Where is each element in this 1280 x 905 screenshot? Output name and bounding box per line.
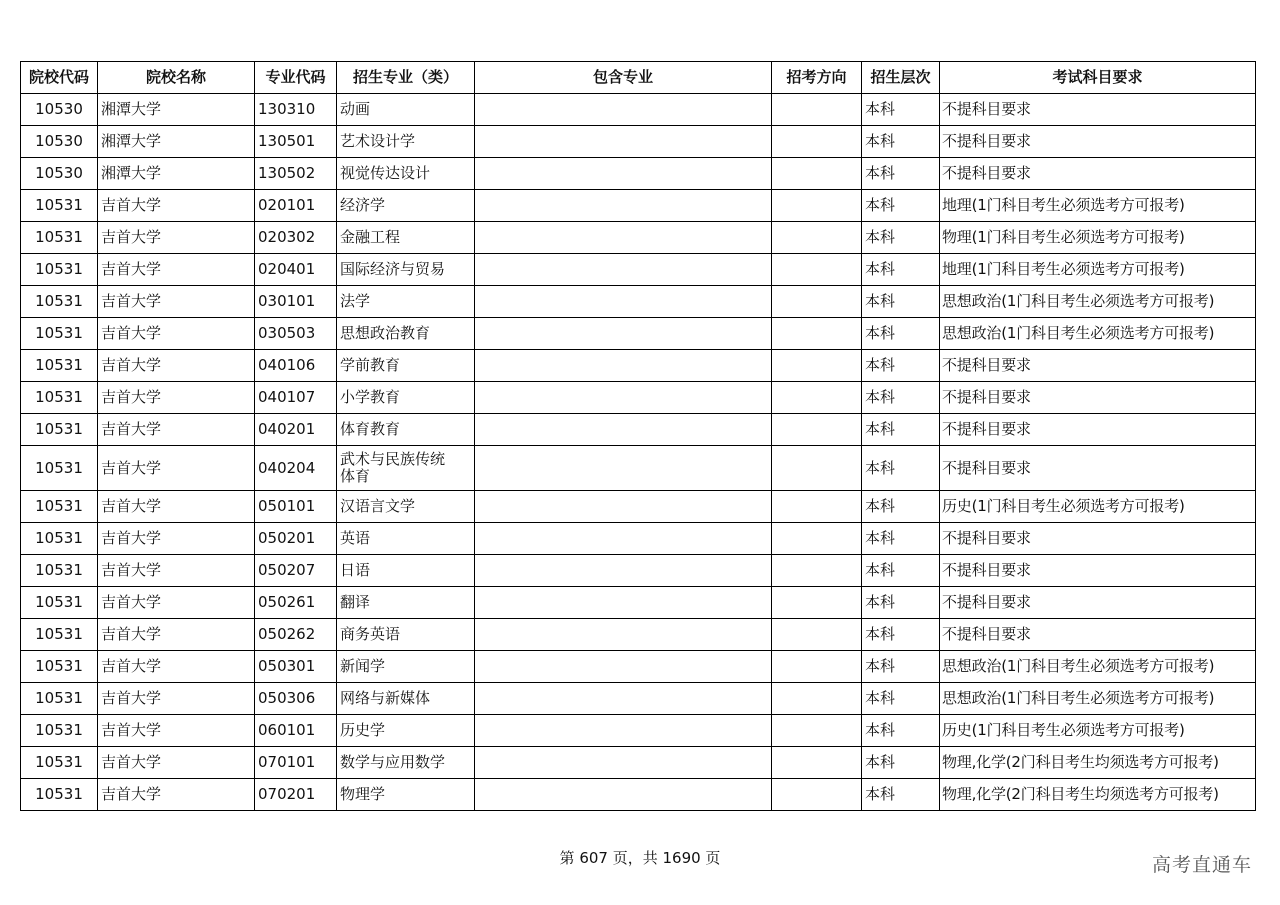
- table-row: [21, 350, 1256, 382]
- cell-major-code: 050201: [255, 523, 337, 555]
- cell-school-name: 湘潭大学: [98, 126, 255, 158]
- cell-included-majors: [475, 747, 772, 779]
- cell-subject-requirement: 不提科目要求: [940, 126, 1256, 158]
- header-direction: 招考方向: [772, 62, 862, 94]
- cell-included-majors: [475, 222, 772, 254]
- cell-school-name: 吉首大学: [98, 523, 255, 555]
- cell-major: 翻译: [337, 587, 475, 619]
- cell-major: 商务英语: [337, 619, 475, 651]
- cell-level: 本科: [862, 683, 940, 715]
- cell-level: 本科: [862, 587, 940, 619]
- cell-major: 物理学: [337, 779, 475, 811]
- cell-major: 武术与民族传统 体育: [337, 446, 475, 491]
- cell-subject-requirement: 不提科目要求: [940, 414, 1256, 446]
- page-number: 第 607 页，共 1690 页: [559, 849, 721, 867]
- cell-direction: [772, 414, 862, 446]
- cell-level: 本科: [862, 286, 940, 318]
- cell-direction: [772, 587, 862, 619]
- cell-school-name: 湘潭大学: [98, 94, 255, 126]
- cell-level: 本科: [862, 158, 940, 190]
- cell-major: 汉语言文学: [337, 491, 475, 523]
- cell-subject-requirement: 不提科目要求: [940, 619, 1256, 651]
- header-included-majors: 包含专业: [475, 62, 772, 94]
- table-row: [21, 491, 1256, 523]
- cell-school-code: 10531: [21, 286, 98, 318]
- cell-level: 本科: [862, 126, 940, 158]
- table-row: [21, 126, 1256, 158]
- table-row: [21, 587, 1256, 619]
- cell-included-majors: [475, 382, 772, 414]
- header-major: 招生专业（类）: [337, 62, 475, 94]
- cell-school-name: 吉首大学: [98, 286, 255, 318]
- table-row: [21, 222, 1256, 254]
- cell-direction: [772, 446, 862, 491]
- cell-major: 数学与应用数学: [337, 747, 475, 779]
- cell-major: 新闻学: [337, 651, 475, 683]
- cell-direction: [772, 158, 862, 190]
- cell-major: 国际经济与贸易: [337, 254, 475, 286]
- cell-school-name: 吉首大学: [98, 683, 255, 715]
- cell-school-code: 10531: [21, 491, 98, 523]
- cell-major: 法学: [337, 286, 475, 318]
- cell-subject-requirement: 物理,化学(2门科目考生均须选考方可报考): [940, 779, 1256, 811]
- cell-school-name: 吉首大学: [98, 555, 255, 587]
- cell-level: 本科: [862, 491, 940, 523]
- table-row: [21, 158, 1256, 190]
- cell-included-majors: [475, 555, 772, 587]
- cell-school-name: 吉首大学: [98, 747, 255, 779]
- table-row: [21, 414, 1256, 446]
- cell-school-code: 10530: [21, 126, 98, 158]
- cell-major-code: 130310: [255, 94, 337, 126]
- cell-level: 本科: [862, 318, 940, 350]
- cell-direction: [772, 318, 862, 350]
- cell-major: 经济学: [337, 190, 475, 222]
- cell-direction: [772, 254, 862, 286]
- cell-school-name: 吉首大学: [98, 318, 255, 350]
- cell-major-code: 040106: [255, 350, 337, 382]
- table-row: [21, 555, 1256, 587]
- cell-major-code: 020302: [255, 222, 337, 254]
- cell-major-code: 030503: [255, 318, 337, 350]
- cell-major: 历史学: [337, 715, 475, 747]
- cell-subject-requirement: 物理(1门科目考生必须选考方可报考): [940, 222, 1256, 254]
- cell-school-code: 10531: [21, 779, 98, 811]
- cell-school-code: 10531: [21, 190, 98, 222]
- cell-school-name: 吉首大学: [98, 446, 255, 491]
- cell-school-name: 吉首大学: [98, 715, 255, 747]
- table-row: [21, 254, 1256, 286]
- cell-level: 本科: [862, 619, 940, 651]
- cell-major: 金融工程: [337, 222, 475, 254]
- table-body: [21, 94, 1256, 811]
- cell-major-code: 030101: [255, 286, 337, 318]
- cell-major-code: 050101: [255, 491, 337, 523]
- cell-major-code: 040204: [255, 446, 337, 491]
- cell-included-majors: [475, 683, 772, 715]
- cell-direction: [772, 222, 862, 254]
- cell-major: 小学教育: [337, 382, 475, 414]
- cell-major: 网络与新媒体: [337, 683, 475, 715]
- cell-major-code: 050261: [255, 587, 337, 619]
- cell-level: 本科: [862, 523, 940, 555]
- table-header-row: [21, 62, 1256, 94]
- cell-school-code: 10531: [21, 715, 98, 747]
- cell-included-majors: [475, 94, 772, 126]
- table-row: [21, 190, 1256, 222]
- cell-school-code: 10531: [21, 747, 98, 779]
- cell-major: 艺术设计学: [337, 126, 475, 158]
- cell-included-majors: [475, 715, 772, 747]
- cell-included-majors: [475, 587, 772, 619]
- cell-school-code: 10531: [21, 683, 98, 715]
- table-row: [21, 523, 1256, 555]
- header-major-code: 专业代码: [255, 62, 337, 94]
- cell-level: 本科: [862, 446, 940, 491]
- table-row: [21, 619, 1256, 651]
- cell-school-name: 吉首大学: [98, 190, 255, 222]
- cell-direction: [772, 747, 862, 779]
- cell-subject-requirement: 地理(1门科目考生必须选考方可报考): [940, 190, 1256, 222]
- table-row: [21, 651, 1256, 683]
- cell-major-code: 040107: [255, 382, 337, 414]
- cell-major: 动画: [337, 94, 475, 126]
- cell-direction: [772, 555, 862, 587]
- cell-subject-requirement: 不提科目要求: [940, 446, 1256, 491]
- cell-included-majors: [475, 158, 772, 190]
- cell-major-code: 020101: [255, 190, 337, 222]
- cell-school-code: 10531: [21, 446, 98, 491]
- cell-school-name: 吉首大学: [98, 254, 255, 286]
- cell-subject-requirement: 历史(1门科目考生必须选考方可报考): [940, 715, 1256, 747]
- cell-school-code: 10531: [21, 382, 98, 414]
- header-school-name: 院校名称: [98, 62, 255, 94]
- cell-school-code: 10530: [21, 158, 98, 190]
- table-row: [21, 286, 1256, 318]
- cell-included-majors: [475, 190, 772, 222]
- cell-major-code: 050306: [255, 683, 337, 715]
- table-row: [21, 446, 1256, 491]
- cell-direction: [772, 779, 862, 811]
- cell-school-name: 湘潭大学: [98, 158, 255, 190]
- cell-level: 本科: [862, 555, 940, 587]
- cell-school-code: 10531: [21, 254, 98, 286]
- cell-subject-requirement: 思想政治(1门科目考生必须选考方可报考): [940, 286, 1256, 318]
- cell-subject-requirement: 不提科目要求: [940, 158, 1256, 190]
- table-row: [21, 747, 1256, 779]
- cell-major-code: 040201: [255, 414, 337, 446]
- cell-subject-requirement: 不提科目要求: [940, 523, 1256, 555]
- table-row: [21, 382, 1256, 414]
- enrollment-table: [20, 61, 1256, 811]
- cell-school-name: 吉首大学: [98, 619, 255, 651]
- cell-school-code: 10531: [21, 350, 98, 382]
- watermark-logo: 高考直通车: [1151, 854, 1252, 876]
- header-level: 招生层次: [862, 62, 940, 94]
- cell-subject-requirement: 不提科目要求: [940, 382, 1256, 414]
- cell-subject-requirement: 不提科目要求: [940, 94, 1256, 126]
- cell-level: 本科: [862, 382, 940, 414]
- cell-school-name: 吉首大学: [98, 491, 255, 523]
- cell-level: 本科: [862, 190, 940, 222]
- cell-level: 本科: [862, 222, 940, 254]
- cell-direction: [772, 94, 862, 126]
- cell-included-majors: [475, 779, 772, 811]
- cell-included-majors: [475, 414, 772, 446]
- cell-subject-requirement: 不提科目要求: [940, 555, 1256, 587]
- cell-major-code: 130501: [255, 126, 337, 158]
- cell-direction: [772, 126, 862, 158]
- cell-level: 本科: [862, 747, 940, 779]
- cell-subject-requirement: 不提科目要求: [940, 587, 1256, 619]
- cell-school-code: 10531: [21, 651, 98, 683]
- table-row: [21, 683, 1256, 715]
- cell-included-majors: [475, 254, 772, 286]
- cell-direction: [772, 350, 862, 382]
- cell-major: 体育教育: [337, 414, 475, 446]
- cell-included-majors: [475, 491, 772, 523]
- cell-major: 日语: [337, 555, 475, 587]
- cell-school-name: 吉首大学: [98, 651, 255, 683]
- cell-included-majors: [475, 523, 772, 555]
- table-row: [21, 715, 1256, 747]
- cell-school-name: 吉首大学: [98, 779, 255, 811]
- cell-school-code: 10531: [21, 555, 98, 587]
- cell-level: 本科: [862, 779, 940, 811]
- cell-school-code: 10531: [21, 414, 98, 446]
- cell-direction: [772, 382, 862, 414]
- cell-subject-requirement: 思想政治(1门科目考生必须选考方可报考): [940, 683, 1256, 715]
- cell-major-code: 050301: [255, 651, 337, 683]
- cell-major: 学前教育: [337, 350, 475, 382]
- table-row: [21, 318, 1256, 350]
- cell-school-code: 10531: [21, 222, 98, 254]
- cell-subject-requirement: 不提科目要求: [940, 350, 1256, 382]
- cell-direction: [772, 651, 862, 683]
- cell-school-name: 吉首大学: [98, 414, 255, 446]
- cell-included-majors: [475, 619, 772, 651]
- cell-major-code: 070201: [255, 779, 337, 811]
- cell-major-code: 050207: [255, 555, 337, 587]
- cell-major: 视觉传达设计: [337, 158, 475, 190]
- cell-subject-requirement: 物理,化学(2门科目考生均须选考方可报考): [940, 747, 1256, 779]
- cell-included-majors: [475, 286, 772, 318]
- cell-level: 本科: [862, 651, 940, 683]
- cell-school-name: 吉首大学: [98, 222, 255, 254]
- cell-school-code: 10531: [21, 523, 98, 555]
- cell-level: 本科: [862, 414, 940, 446]
- header-school-code: 院校代码: [21, 62, 98, 94]
- cell-level: 本科: [862, 350, 940, 382]
- cell-direction: [772, 523, 862, 555]
- cell-included-majors: [475, 318, 772, 350]
- cell-major-code: 070101: [255, 747, 337, 779]
- cell-included-majors: [475, 446, 772, 491]
- cell-school-code: 10531: [21, 619, 98, 651]
- cell-major: 思想政治教育: [337, 318, 475, 350]
- cell-school-code: 10531: [21, 587, 98, 619]
- cell-school-code: 10530: [21, 94, 98, 126]
- table-row: [21, 94, 1256, 126]
- cell-subject-requirement: 历史(1门科目考生必须选考方可报考): [940, 491, 1256, 523]
- cell-direction: [772, 683, 862, 715]
- cell-subject-requirement: 地理(1门科目考生必须选考方可报考): [940, 254, 1256, 286]
- cell-school-name: 吉首大学: [98, 350, 255, 382]
- cell-direction: [772, 619, 862, 651]
- cell-major-code: 050262: [255, 619, 337, 651]
- cell-direction: [772, 715, 862, 747]
- cell-direction: [772, 491, 862, 523]
- cell-school-name: 吉首大学: [98, 382, 255, 414]
- cell-subject-requirement: 思想政治(1门科目考生必须选考方可报考): [940, 318, 1256, 350]
- table-row: [21, 779, 1256, 811]
- cell-level: 本科: [862, 94, 940, 126]
- header-subject-requirement: 考试科目要求: [940, 62, 1256, 94]
- cell-subject-requirement: 思想政治(1门科目考生必须选考方可报考): [940, 651, 1256, 683]
- cell-direction: [772, 286, 862, 318]
- cell-major-code: 020401: [255, 254, 337, 286]
- cell-included-majors: [475, 651, 772, 683]
- cell-school-code: 10531: [21, 318, 98, 350]
- cell-major: 英语: [337, 523, 475, 555]
- cell-major-code: 060101: [255, 715, 337, 747]
- cell-included-majors: [475, 126, 772, 158]
- cell-major-code: 130502: [255, 158, 337, 190]
- cell-direction: [772, 190, 862, 222]
- cell-level: 本科: [862, 254, 940, 286]
- cell-school-name: 吉首大学: [98, 587, 255, 619]
- cell-level: 本科: [862, 715, 940, 747]
- cell-included-majors: [475, 350, 772, 382]
